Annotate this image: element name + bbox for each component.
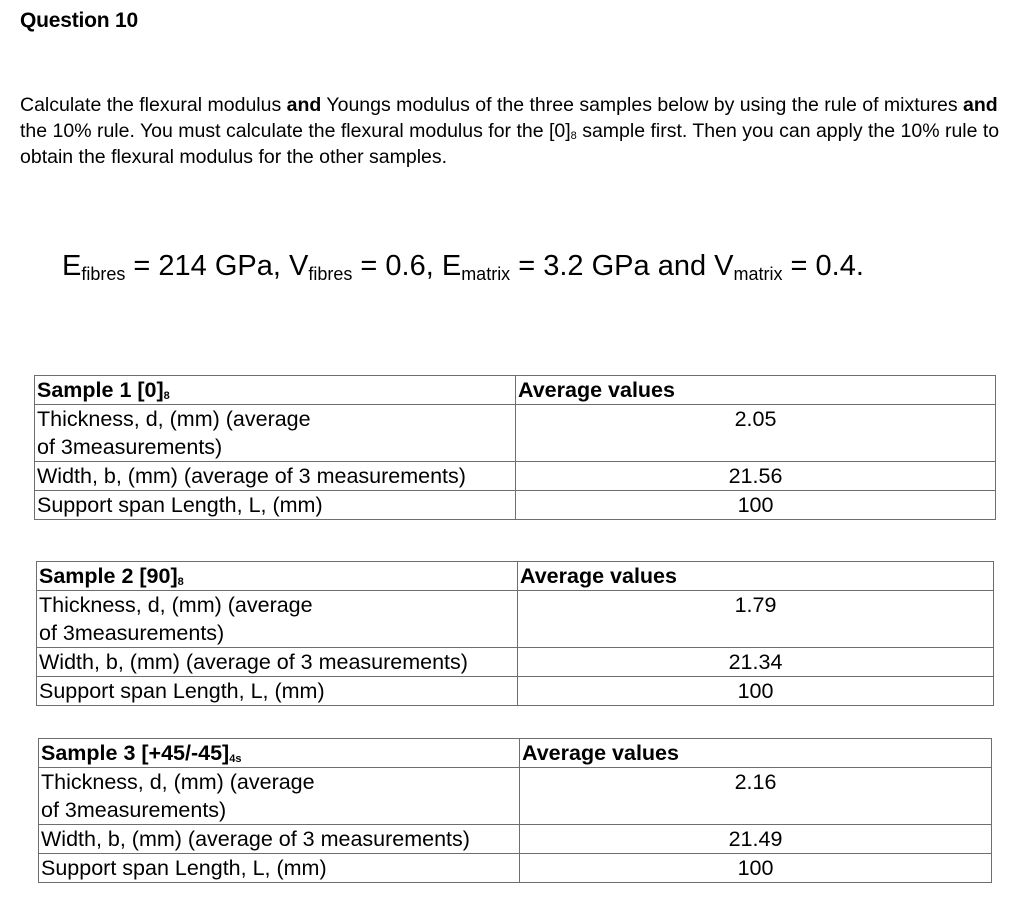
- table-row: [37, 648, 994, 677]
- average-values-header: Average values: [516, 376, 996, 405]
- width-label: Width, b, (mm) (average of 3 measurements): [37, 648, 518, 677]
- table-header-row: [39, 739, 992, 768]
- instructions-bold-and-1: and: [286, 94, 322, 116]
- thickness-label-cell: [37, 591, 518, 648]
- table-row: [35, 405, 996, 462]
- width-value: 21.56: [516, 462, 996, 491]
- sample-title: [39, 564, 184, 588]
- span-length-value: 100: [516, 491, 996, 520]
- thickness-value: 1.79: [518, 591, 994, 648]
- instructions-bold-and-2: and: [963, 94, 998, 116]
- instructions-text-2: Youngs modulus of the three samples below by using the rule of mixtures: [321, 94, 964, 116]
- sample-1-table: [34, 375, 996, 520]
- v-matrix-symbol: V: [714, 250, 734, 282]
- width-value: 21.49: [520, 825, 992, 854]
- sample-2-table: [36, 561, 994, 706]
- width-label: Width, b, (mm) (average of 3 measurements): [39, 825, 520, 854]
- table-row: [37, 677, 994, 706]
- span-length-value: 100: [520, 854, 992, 883]
- table-row: [39, 825, 992, 854]
- width-value: 21.34: [518, 648, 994, 677]
- sample-title: [37, 378, 170, 402]
- sample-title-cell: [35, 376, 516, 405]
- sample-title-cell: [37, 562, 518, 591]
- span-length-label: Support span Length, L, (mm): [37, 677, 518, 706]
- instructions-text-3: the 10% rule. You must calculate the flexural modulus for the [0]: [20, 120, 571, 142]
- e-matrix-value: = 3.2 GPa and: [510, 250, 715, 282]
- span-length-value: 100: [518, 677, 994, 706]
- instructions-text-1: Calculate the flexural modulus: [20, 94, 287, 116]
- thickness-value: 2.05: [516, 405, 996, 462]
- span-length-label: Support span Length, L, (mm): [35, 491, 516, 520]
- e-fibres-subscript: fibres: [81, 264, 126, 284]
- table-row: [39, 854, 992, 883]
- instructions-paragraph: [20, 92, 1015, 170]
- thickness-label-line-2: of 3measurements): [39, 621, 225, 645]
- table-header-row: [37, 562, 994, 591]
- question-title: Question 10: [20, 9, 138, 32]
- sample-title-text: Sample 1 [0]: [37, 378, 164, 402]
- average-values-header: Average values: [520, 739, 992, 768]
- sample-title-cell: [39, 739, 520, 768]
- thickness-label-line-2: of 3measurements): [37, 435, 223, 459]
- width-label: Width, b, (mm) (average of 3 measurements): [35, 462, 516, 491]
- instructions-text-4: sample first. Then you can apply the 10% rule to obtain the flexural modulus for the other samples.: [20, 120, 1000, 168]
- sample-3-table: [38, 738, 992, 883]
- table-row: [35, 491, 996, 520]
- table-row: [35, 462, 996, 491]
- thickness-label-cell: [35, 405, 516, 462]
- v-matrix-subscript: matrix: [733, 264, 783, 284]
- e-matrix-symbol: E: [441, 250, 462, 282]
- v-fibres-value: = 0.6,: [352, 250, 442, 282]
- sample-title-subscript: 8: [177, 576, 184, 588]
- table-row: [39, 768, 992, 825]
- thickness-label-line-1: Thickness, d, (mm) (average: [37, 407, 311, 431]
- table-header-row: [35, 376, 996, 405]
- span-length-label: Support span Length, L, (mm): [39, 854, 520, 883]
- thickness-label-line-1: Thickness, d, (mm) (average: [39, 593, 313, 617]
- e-fibres-value: = 214 GPa,: [125, 250, 289, 282]
- thickness-value: 2.16: [520, 768, 992, 825]
- given-values-equation: [62, 250, 864, 283]
- v-fibres-symbol: V: [289, 250, 309, 282]
- sample-title-text: Sample 2 [90]: [39, 564, 178, 588]
- v-fibres-subscript: fibres: [308, 264, 353, 284]
- average-values-header: Average values: [518, 562, 994, 591]
- sample-title-subscript: 8: [163, 390, 170, 402]
- e-fibres-symbol: E: [62, 250, 82, 282]
- sample-title-text: Sample 3 [+45/-45]: [41, 741, 230, 765]
- table-row: [37, 591, 994, 648]
- thickness-label-line-2: of 3measurements): [41, 798, 227, 822]
- sample-title-subscript: 4s: [229, 753, 242, 765]
- instructions-subscript: 8: [570, 130, 577, 142]
- thickness-label-cell: [39, 768, 520, 825]
- v-matrix-value: = 0.4.: [782, 250, 864, 282]
- e-matrix-subscript: matrix: [461, 264, 511, 284]
- sample-title: [41, 741, 241, 765]
- thickness-label-line-1: Thickness, d, (mm) (average: [41, 770, 315, 794]
